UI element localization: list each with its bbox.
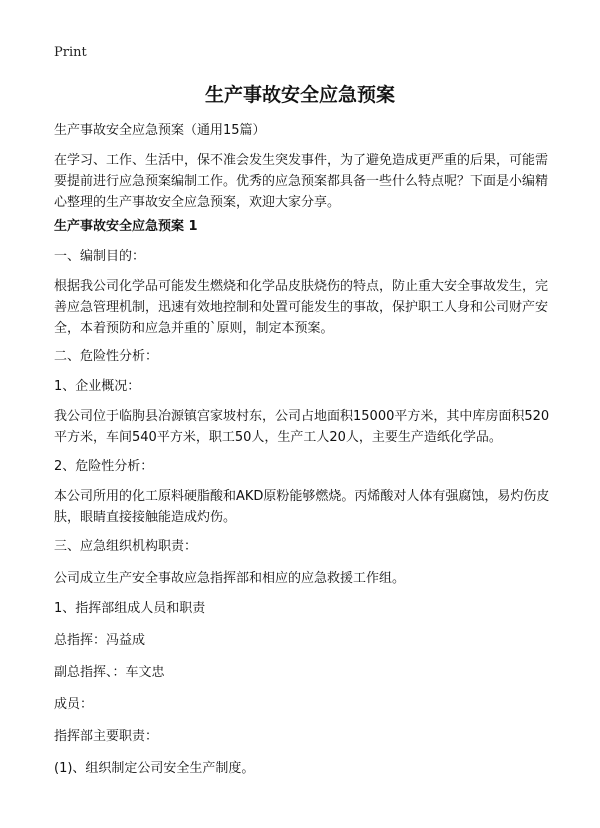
body-paragraph: 1、指挥部组成人员和职责 [54, 601, 206, 616]
body-paragraph: 三、应急组织机构职责： [54, 539, 198, 554]
print-link[interactable]: Print [54, 45, 87, 60]
body-paragraph: 2、危险性分析： [54, 459, 154, 474]
body-paragraph: 副总指挥、：车文忠 [54, 665, 165, 680]
body-paragraph: 二、危险性分析： [54, 349, 159, 364]
body-paragraph: 成员： [54, 697, 94, 712]
body-paragraph: 本公司所用的化工原料硬脂酸和AKD原粉能够燃烧。丙烯酸对人体有强腐蚀，易灼伤皮肤，眼睛直接接触能造成灼伤。 [54, 489, 550, 525]
body-paragraph: 总指挥：冯益成 [54, 633, 146, 648]
section-heading: 生产事故安全应急预案 1 [54, 219, 198, 234]
intro-paragraph: 在学习、工作、生活中，保不准会发生突发事件，为了避免造成更严重的后果，可能需要提前进行应急预案编制工作。优秀的应急预案都具备一些什么特点呢？下面是小编精心整理的生产事故安全应急预案，欢迎大家分享。 [54, 153, 549, 210]
body-paragraph: 公司成立生产安全事故应急指挥部和相应的应急救援工作组。 [54, 571, 406, 586]
body-paragraph: (1)、组织制定公司安全生产制度。 [54, 761, 255, 776]
body-paragraph: 根据我公司化学品可能发生燃烧和化学品皮肤烧伤的特点，防止重大安全事故发生，完善应急管理机制，迅速有效地控制和处置可能发生的事故，保护职工人身和公司财产安全，本着预防和应急并重的`原则，制定本预案。 [54, 279, 549, 336]
body-paragraph: 一、编制目的： [54, 249, 146, 264]
body-paragraph: 指挥部主要职责： [54, 729, 159, 744]
body-paragraph: 我公司位于临朐县冶源镇宫家坡村东，公司占地面积15000平方米，其中库房面积520平方米，车间540平方米，职工50人，生产工人20人，主要生产造纸化学品。 [54, 409, 550, 445]
body-paragraph: 1、企业概况： [54, 379, 141, 394]
document-title: 生产事故安全应急预案 [204, 84, 395, 106]
document-subtitle: 生产事故安全应急预案（通用15篇） [54, 123, 266, 138]
